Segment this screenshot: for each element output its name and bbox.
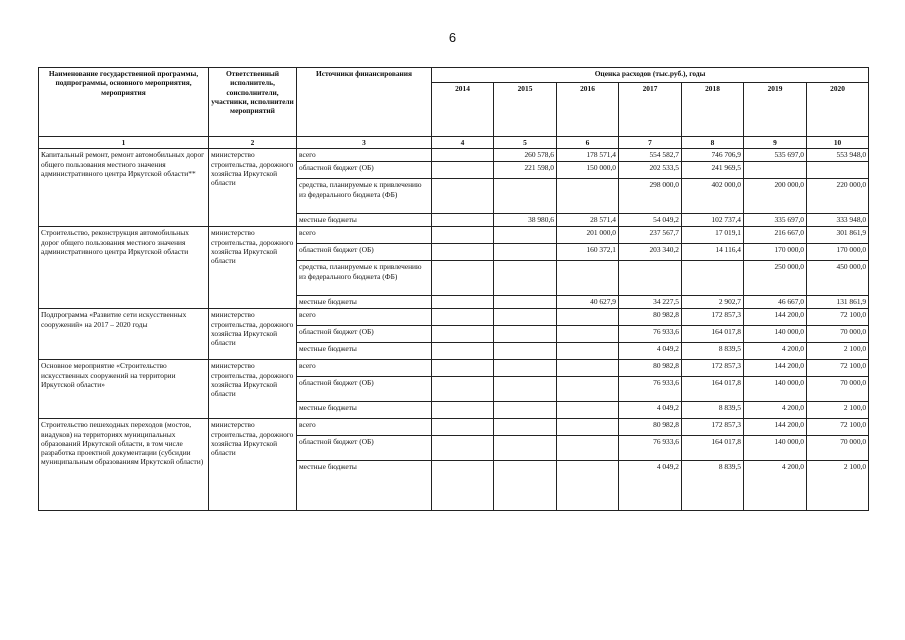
header-year: 2015	[494, 83, 557, 137]
amount-cell: 70 000,0	[807, 377, 869, 402]
amount-cell	[807, 162, 869, 179]
amount-cell	[557, 179, 619, 214]
amount-cell: 160 372,1	[557, 244, 619, 261]
funding-source: местные бюджеты	[297, 343, 432, 360]
amount-cell	[494, 261, 557, 296]
amount-cell: 2 100,0	[807, 461, 869, 511]
amount-cell: 4 200,0	[744, 343, 807, 360]
amount-cell	[494, 326, 557, 343]
amount-cell: 535 697,0	[744, 149, 807, 162]
amount-cell: 144 200,0	[744, 419, 807, 436]
amount-cell	[432, 360, 494, 377]
amount-cell: 131 861,9	[807, 296, 869, 309]
funding-source: всего	[297, 149, 432, 162]
funding-source: местные бюджеты	[297, 296, 432, 309]
amount-cell	[557, 402, 619, 419]
amount-cell	[432, 343, 494, 360]
amount-cell	[557, 343, 619, 360]
amount-cell	[557, 326, 619, 343]
amount-cell	[432, 419, 494, 436]
amount-cell	[432, 149, 494, 162]
column-number: 1	[39, 137, 209, 149]
amount-cell	[557, 309, 619, 326]
amount-cell: 70 000,0	[807, 436, 869, 461]
amount-cell: 140 000,0	[744, 436, 807, 461]
amount-cell: 260 578,6	[494, 149, 557, 162]
amount-cell: 170 000,0	[807, 244, 869, 261]
amount-cell: 76 933,6	[619, 326, 682, 343]
responsible-executor: министерство строительства, дорожного хозяйства Иркутской области	[209, 360, 297, 419]
amount-cell	[494, 343, 557, 360]
amount-cell: 301 861,9	[807, 227, 869, 244]
responsible-executor: министерство строительства, дорожного хозяйства Иркутской области	[209, 227, 297, 309]
amount-cell: 2 100,0	[807, 343, 869, 360]
amount-cell	[494, 179, 557, 214]
amount-cell	[494, 461, 557, 511]
funding-source: всего	[297, 309, 432, 326]
amount-cell: 164 017,8	[682, 436, 744, 461]
amount-cell: 46 667,0	[744, 296, 807, 309]
header-year: 2016	[557, 83, 619, 137]
column-number: 4	[432, 137, 494, 149]
amount-cell	[432, 162, 494, 179]
measure-name: Подпрограмма «Развитие сети искусственных сооружений» на 2017 – 2020 годы	[39, 309, 209, 360]
column-number: 6	[557, 137, 619, 149]
amount-cell: 298 000,0	[619, 179, 682, 214]
amount-cell: 200 000,0	[744, 179, 807, 214]
funding-source: местные бюджеты	[297, 461, 432, 511]
header-year: 2018	[682, 83, 744, 137]
column-number: 5	[494, 137, 557, 149]
amount-cell	[744, 162, 807, 179]
amount-cell: 554 582,7	[619, 149, 682, 162]
column-number: 9	[744, 137, 807, 149]
funding-source: всего	[297, 360, 432, 377]
amount-cell: 76 933,6	[619, 436, 682, 461]
funding-source: всего	[297, 227, 432, 244]
amount-cell: 14 116,4	[682, 244, 744, 261]
budget-table	[38, 67, 869, 511]
amount-cell: 746 706,9	[682, 149, 744, 162]
table-row	[39, 227, 869, 244]
header-responsible: Ответственный исполнитель, соисполнители, участники, исполнители мероприятий	[209, 68, 297, 137]
amount-cell	[682, 261, 744, 296]
amount-cell: 34 227,5	[619, 296, 682, 309]
amount-cell: 170 000,0	[744, 244, 807, 261]
amount-cell: 72 100,0	[807, 360, 869, 377]
amount-cell: 172 857,3	[682, 419, 744, 436]
amount-cell: 216 667,0	[744, 227, 807, 244]
responsible-executor: министерство строительства, дорожного хозяйства Иркутской области	[209, 309, 297, 360]
measure-name: Капитальный ремонт, ремонт автомобильных дорог общего пользования местного значения административного центра Иркутской области**	[39, 149, 209, 227]
table-body	[39, 149, 869, 511]
amount-cell: 38 980,6	[494, 214, 557, 227]
column-number: 2	[209, 137, 297, 149]
amount-cell: 8 839,5	[682, 343, 744, 360]
amount-cell: 72 100,0	[807, 309, 869, 326]
funding-source: областной бюджет (ОБ)	[297, 162, 432, 179]
table-row	[39, 419, 869, 436]
amount-cell: 164 017,8	[682, 326, 744, 343]
amount-cell: 70 000,0	[807, 326, 869, 343]
amount-cell	[432, 436, 494, 461]
amount-cell	[432, 227, 494, 244]
amount-cell: 221 598,0	[494, 162, 557, 179]
funding-source: областной бюджет (ОБ)	[297, 244, 432, 261]
amount-cell	[557, 261, 619, 296]
funding-source: областной бюджет (ОБ)	[297, 436, 432, 461]
amount-cell: 4 200,0	[744, 402, 807, 419]
amount-cell: 237 567,7	[619, 227, 682, 244]
funding-source: местные бюджеты	[297, 214, 432, 227]
amount-cell: 54 049,2	[619, 214, 682, 227]
amount-cell: 164 017,8	[682, 377, 744, 402]
amount-cell	[432, 179, 494, 214]
header-estimate: Оценка расходов (тыс.руб.), годы	[432, 68, 869, 83]
column-number: 3	[297, 137, 432, 149]
amount-cell: 40 627,9	[557, 296, 619, 309]
amount-cell	[432, 377, 494, 402]
amount-cell: 241 969,5	[682, 162, 744, 179]
amount-cell: 150 000,0	[557, 162, 619, 179]
measure-name: Основное мероприятие «Строительство искусственных сооружений на территории Иркутской области»	[39, 360, 209, 419]
responsible-executor: министерство строительства, дорожного хозяйства Иркутской области	[209, 419, 297, 511]
table-header	[39, 68, 869, 149]
amount-cell: 178 571,4	[557, 149, 619, 162]
amount-cell: 28 571,4	[557, 214, 619, 227]
amount-cell: 2 100,0	[807, 402, 869, 419]
amount-cell: 80 982,8	[619, 419, 682, 436]
responsible-executor: министерство строительства, дорожного хозяйства Иркутской области	[209, 149, 297, 227]
amount-cell: 402 000,0	[682, 179, 744, 214]
amount-cell: 4 049,2	[619, 343, 682, 360]
amount-cell: 202 533,5	[619, 162, 682, 179]
amount-cell: 220 000,0	[807, 179, 869, 214]
column-number: 7	[619, 137, 682, 149]
amount-cell: 140 000,0	[744, 326, 807, 343]
amount-cell: 80 982,8	[619, 309, 682, 326]
header-year: 2017	[619, 83, 682, 137]
header-name: Наименование государственной программы, подпрограммы, основного мероприятия, мероприятия	[39, 68, 209, 137]
column-number: 8	[682, 137, 744, 149]
amount-cell	[432, 214, 494, 227]
funding-source: местные бюджеты	[297, 402, 432, 419]
amount-cell	[432, 402, 494, 419]
amount-cell	[557, 377, 619, 402]
amount-cell	[619, 261, 682, 296]
amount-cell: 140 000,0	[744, 377, 807, 402]
amount-cell	[557, 461, 619, 511]
amount-cell: 80 982,8	[619, 360, 682, 377]
amount-cell	[494, 227, 557, 244]
amount-cell: 335 697,0	[744, 214, 807, 227]
amount-cell	[494, 244, 557, 261]
funding-source: областной бюджет (ОБ)	[297, 377, 432, 402]
amount-cell: 553 948,0	[807, 149, 869, 162]
table-row	[39, 309, 869, 326]
amount-cell	[494, 360, 557, 377]
table-row	[39, 149, 869, 162]
amount-cell: 8 839,5	[682, 402, 744, 419]
amount-cell: 450 000,0	[807, 261, 869, 296]
amount-cell: 4 200,0	[744, 461, 807, 511]
amount-cell: 4 049,2	[619, 402, 682, 419]
amount-cell	[557, 360, 619, 377]
amount-cell: 144 200,0	[744, 309, 807, 326]
amount-cell	[432, 296, 494, 309]
measure-name: Строительство пешеходных переходов (мостов, виадуков) на территориях муниципальных образований Иркутской области, в том числе разработка проектной документации (субсидии муниципальным образованиям Иркутской области)	[39, 419, 209, 511]
column-number: 10	[807, 137, 869, 149]
header-year: 2019	[744, 83, 807, 137]
amount-cell: 2 902,7	[682, 296, 744, 309]
amount-cell	[432, 261, 494, 296]
amount-cell	[557, 419, 619, 436]
header-year: 2020	[807, 83, 869, 137]
amount-cell: 72 100,0	[807, 419, 869, 436]
amount-cell: 17 019,1	[682, 227, 744, 244]
amount-cell: 172 857,3	[682, 360, 744, 377]
header-source: Источники финансирования	[297, 68, 432, 137]
amount-cell	[494, 419, 557, 436]
amount-cell	[432, 326, 494, 343]
amount-cell	[494, 402, 557, 419]
header-year: 2014	[432, 83, 494, 137]
amount-cell: 102 737,4	[682, 214, 744, 227]
amount-cell	[494, 296, 557, 309]
funding-source: областной бюджет (ОБ)	[297, 326, 432, 343]
amount-cell: 203 340,2	[619, 244, 682, 261]
amount-cell: 250 000,0	[744, 261, 807, 296]
amount-cell: 8 839,5	[682, 461, 744, 511]
amount-cell	[494, 309, 557, 326]
amount-cell	[494, 377, 557, 402]
amount-cell: 4 049,2	[619, 461, 682, 511]
amount-cell	[557, 436, 619, 461]
table-row	[39, 360, 869, 377]
page-number: 6	[448, 30, 457, 45]
amount-cell: 172 857,3	[682, 309, 744, 326]
amount-cell: 201 000,0	[557, 227, 619, 244]
amount-cell: 333 948,0	[807, 214, 869, 227]
amount-cell	[432, 309, 494, 326]
amount-cell: 144 200,0	[744, 360, 807, 377]
amount-cell	[432, 244, 494, 261]
amount-cell	[432, 461, 494, 511]
amount-cell: 76 933,6	[619, 377, 682, 402]
funding-source: всего	[297, 419, 432, 436]
amount-cell	[494, 436, 557, 461]
funding-source: средства, планируемые к привлечению из федерального бюджета (ФБ)	[297, 261, 432, 296]
measure-name: Строительство, реконструкция автомобильных дорог общего пользования местного значения административного центра Иркутской области	[39, 227, 209, 309]
funding-source: средства, планируемые к привлечению из федерального бюджета (ФБ)	[297, 179, 432, 214]
